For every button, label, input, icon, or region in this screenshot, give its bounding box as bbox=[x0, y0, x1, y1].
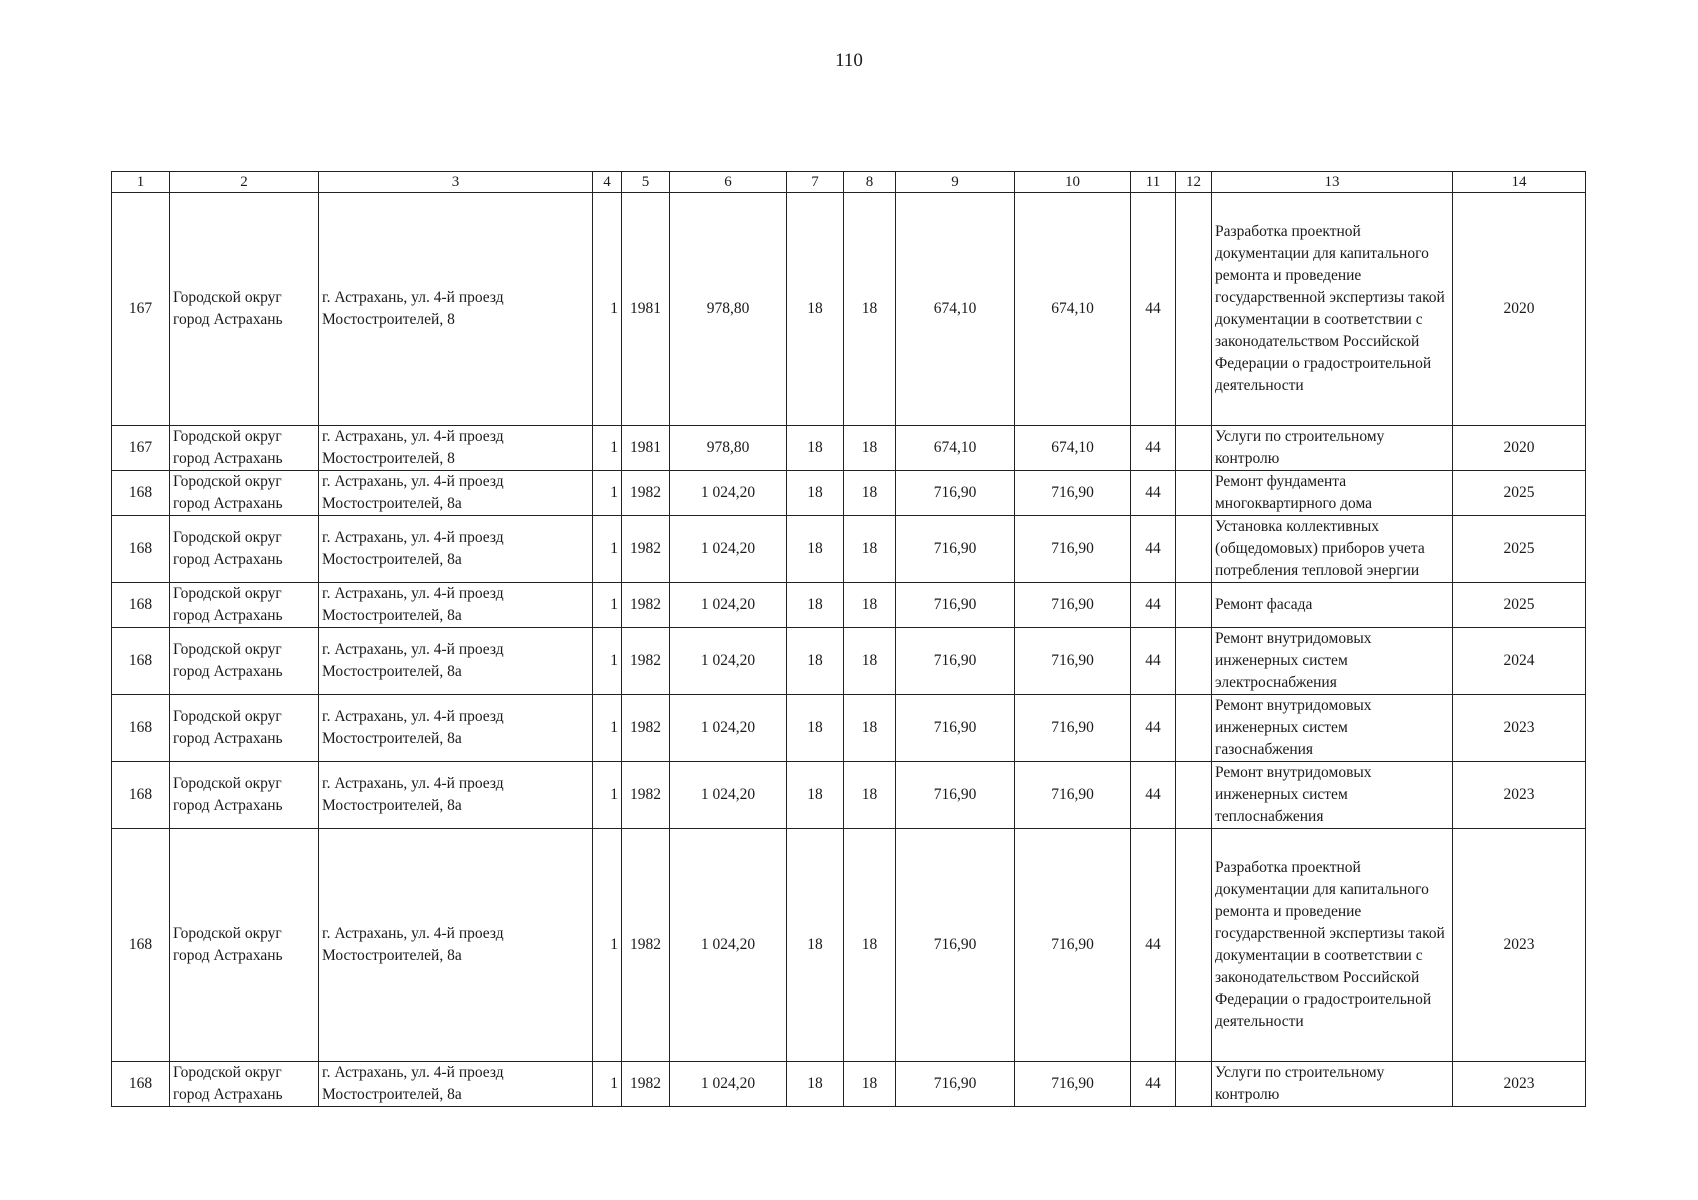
work-type-cell: Ремонт внутридомовых инженерных систем электроснабжения bbox=[1212, 628, 1453, 695]
table-row bbox=[112, 829, 1586, 1062]
plan-year-cell: 2020 bbox=[1453, 426, 1586, 471]
column-4-cell: 1 bbox=[593, 516, 622, 583]
column-8-cell: 18 bbox=[844, 829, 896, 1062]
object-number-cell: 168 bbox=[112, 695, 170, 762]
total-area-cell: 1 024,20 bbox=[670, 471, 787, 516]
area-10-cell: 674,10 bbox=[1015, 193, 1131, 426]
column-7-cell: 18 bbox=[787, 193, 844, 426]
year-cell: 1982 bbox=[622, 516, 670, 583]
plan-year-cell: 2024 bbox=[1453, 628, 1586, 695]
column-7-cell: 18 bbox=[787, 762, 844, 829]
object-number-cell: 168 bbox=[112, 583, 170, 628]
total-area-cell: 1 024,20 bbox=[670, 1062, 787, 1107]
area-10-cell: 716,90 bbox=[1015, 829, 1131, 1062]
year-cell: 1981 bbox=[622, 193, 670, 426]
column-7-cell: 18 bbox=[787, 695, 844, 762]
column-4-cell: 1 bbox=[593, 193, 622, 426]
object-number-cell: 168 bbox=[112, 1062, 170, 1107]
object-number-cell: 168 bbox=[112, 762, 170, 829]
area-9-cell: 674,10 bbox=[896, 426, 1015, 471]
plan-year-cell: 2020 bbox=[1453, 193, 1586, 426]
column-4-cell: 1 bbox=[593, 628, 622, 695]
area-10-cell: 716,90 bbox=[1015, 695, 1131, 762]
area-9-cell: 716,90 bbox=[896, 516, 1015, 583]
column-11-cell: 44 bbox=[1131, 762, 1176, 829]
column-7-cell: 18 bbox=[787, 471, 844, 516]
column-11-cell: 44 bbox=[1131, 829, 1176, 1062]
column-12-cell bbox=[1176, 628, 1212, 695]
area-9-cell: 716,90 bbox=[896, 829, 1015, 1062]
column-8-cell: 18 bbox=[844, 695, 896, 762]
work-type-cell: Разработка проектной документации для капитального ремонта и проведение государственной экспертизы такой документации в соответствии с законодательством Российской Федерации о градостроительной деятельности bbox=[1212, 193, 1453, 426]
column-11-cell: 44 bbox=[1131, 193, 1176, 426]
area-10-cell: 716,90 bbox=[1015, 471, 1131, 516]
area-10-cell: 674,10 bbox=[1015, 426, 1131, 471]
address-cell: г. Астрахань, ул. 4-й проезд Мостостроителей, 8а bbox=[319, 583, 593, 628]
area-10-cell: 716,90 bbox=[1015, 516, 1131, 583]
total-area-cell: 1 024,20 bbox=[670, 628, 787, 695]
table-row bbox=[112, 516, 1586, 583]
total-area-cell: 1 024,20 bbox=[670, 695, 787, 762]
address-cell: г. Астрахань, ул. 4-й проезд Мостостроителей, 8а bbox=[319, 628, 593, 695]
address-cell: г. Астрахань, ул. 4-й проезд Мостостроителей, 8а bbox=[319, 829, 593, 1062]
column-7-cell: 18 bbox=[787, 583, 844, 628]
column-8-cell: 18 bbox=[844, 193, 896, 426]
page-number: 110 bbox=[835, 50, 863, 71]
plan-year-cell: 2023 bbox=[1453, 762, 1586, 829]
municipality-cell: Городской округ город Астрахань bbox=[170, 1062, 319, 1107]
table-row bbox=[112, 695, 1586, 762]
municipality-cell: Городской округ город Астрахань bbox=[170, 471, 319, 516]
work-type-cell: Ремонт внутридомовых инженерных систем газоснабжения bbox=[1212, 695, 1453, 762]
address-cell: г. Астрахань, ул. 4-й проезд Мостостроителей, 8а bbox=[319, 695, 593, 762]
area-10-cell: 716,90 bbox=[1015, 762, 1131, 829]
column-header-10: 10 bbox=[1015, 172, 1131, 193]
plan-year-cell: 2023 bbox=[1453, 829, 1586, 1062]
column-4-cell: 1 bbox=[593, 583, 622, 628]
repair-program-table bbox=[111, 171, 1586, 1107]
column-header-1: 1 bbox=[112, 172, 170, 193]
column-11-cell: 44 bbox=[1131, 628, 1176, 695]
table-row bbox=[112, 1062, 1586, 1107]
total-area-cell: 978,80 bbox=[670, 193, 787, 426]
column-4-cell: 1 bbox=[593, 426, 622, 471]
object-number-cell: 167 bbox=[112, 193, 170, 426]
year-cell: 1982 bbox=[622, 583, 670, 628]
year-cell: 1982 bbox=[622, 762, 670, 829]
area-10-cell: 716,90 bbox=[1015, 628, 1131, 695]
plan-year-cell: 2025 bbox=[1453, 516, 1586, 583]
address-cell: г. Астрахань, ул. 4-й проезд Мостостроителей, 8а bbox=[319, 1062, 593, 1107]
column-7-cell: 18 bbox=[787, 516, 844, 583]
column-12-cell bbox=[1176, 426, 1212, 471]
column-12-cell bbox=[1176, 762, 1212, 829]
column-11-cell: 44 bbox=[1131, 516, 1176, 583]
column-4-cell: 1 bbox=[593, 695, 622, 762]
column-number-header-row bbox=[112, 172, 1586, 193]
column-header-12: 12 bbox=[1176, 172, 1212, 193]
column-4-cell: 1 bbox=[593, 829, 622, 1062]
area-9-cell: 716,90 bbox=[896, 762, 1015, 829]
column-7-cell: 18 bbox=[787, 628, 844, 695]
work-type-cell: Ремонт фундамента многоквартирного дома bbox=[1212, 471, 1453, 516]
object-number-cell: 168 bbox=[112, 516, 170, 583]
municipality-cell: Городской округ город Астрахань bbox=[170, 695, 319, 762]
municipality-cell: Городской округ город Астрахань bbox=[170, 516, 319, 583]
year-cell: 1982 bbox=[622, 695, 670, 762]
municipality-cell: Городской округ город Астрахань bbox=[170, 193, 319, 426]
column-header-6: 6 bbox=[670, 172, 787, 193]
area-10-cell: 716,90 bbox=[1015, 1062, 1131, 1107]
object-number-cell: 168 bbox=[112, 628, 170, 695]
column-8-cell: 18 bbox=[844, 516, 896, 583]
column-header-11: 11 bbox=[1131, 172, 1176, 193]
table-row bbox=[112, 583, 1586, 628]
column-12-cell bbox=[1176, 193, 1212, 426]
year-cell: 1982 bbox=[622, 628, 670, 695]
column-4-cell: 1 bbox=[593, 762, 622, 829]
column-7-cell: 18 bbox=[787, 426, 844, 471]
address-cell: г. Астрахань, ул. 4-й проезд Мостостроителей, 8а bbox=[319, 516, 593, 583]
address-cell: г. Астрахань, ул. 4-й проезд Мостостроителей, 8а bbox=[319, 471, 593, 516]
area-9-cell: 674,10 bbox=[896, 193, 1015, 426]
work-type-cell: Услуги по строительному контролю bbox=[1212, 426, 1453, 471]
total-area-cell: 1 024,20 bbox=[670, 583, 787, 628]
column-7-cell: 18 bbox=[787, 1062, 844, 1107]
municipality-cell: Городской округ город Астрахань bbox=[170, 829, 319, 1062]
work-type-cell: Услуги по строительному контролю bbox=[1212, 1062, 1453, 1107]
total-area-cell: 1 024,20 bbox=[670, 762, 787, 829]
year-cell: 1982 bbox=[622, 471, 670, 516]
table-row bbox=[112, 762, 1586, 829]
address-cell: г. Астрахань, ул. 4-й проезд Мостостроителей, 8а bbox=[319, 762, 593, 829]
area-9-cell: 716,90 bbox=[896, 471, 1015, 516]
total-area-cell: 978,80 bbox=[670, 426, 787, 471]
table-row bbox=[112, 193, 1586, 426]
plan-year-cell: 2025 bbox=[1453, 471, 1586, 516]
column-8-cell: 18 bbox=[844, 1062, 896, 1107]
column-11-cell: 44 bbox=[1131, 1062, 1176, 1107]
table-row bbox=[112, 426, 1586, 471]
column-12-cell bbox=[1176, 695, 1212, 762]
column-12-cell bbox=[1176, 1062, 1212, 1107]
column-header-8: 8 bbox=[844, 172, 896, 193]
column-header-3: 3 bbox=[319, 172, 593, 193]
column-header-4: 4 bbox=[593, 172, 622, 193]
column-8-cell: 18 bbox=[844, 426, 896, 471]
column-header-2: 2 bbox=[170, 172, 319, 193]
column-11-cell: 44 bbox=[1131, 426, 1176, 471]
municipality-cell: Городской округ город Астрахань bbox=[170, 583, 319, 628]
column-header-7: 7 bbox=[787, 172, 844, 193]
area-9-cell: 716,90 bbox=[896, 1062, 1015, 1107]
table-body bbox=[112, 193, 1586, 1107]
column-8-cell: 18 bbox=[844, 762, 896, 829]
work-type-cell: Установка коллективных (общедомовых) приборов учета потребления тепловой энергии bbox=[1212, 516, 1453, 583]
year-cell: 1982 bbox=[622, 1062, 670, 1107]
total-area-cell: 1 024,20 bbox=[670, 829, 787, 1062]
column-header-13: 13 bbox=[1212, 172, 1453, 193]
municipality-cell: Городской округ город Астрахань bbox=[170, 426, 319, 471]
work-type-cell: Разработка проектной документации для капитального ремонта и проведение государственной экспертизы такой документации в соответствии с законодательством Российской Федерации о градостроительной деятельности bbox=[1212, 829, 1453, 1062]
work-type-cell: Ремонт фасада bbox=[1212, 583, 1453, 628]
plan-year-cell: 2025 bbox=[1453, 583, 1586, 628]
table-row bbox=[112, 471, 1586, 516]
column-11-cell: 44 bbox=[1131, 583, 1176, 628]
object-number-cell: 167 bbox=[112, 426, 170, 471]
area-9-cell: 716,90 bbox=[896, 628, 1015, 695]
column-7-cell: 18 bbox=[787, 829, 844, 1062]
address-cell: г. Астрахань, ул. 4-й проезд Мостостроителей, 8 bbox=[319, 426, 593, 471]
column-header-14: 14 bbox=[1453, 172, 1586, 193]
column-12-cell bbox=[1176, 471, 1212, 516]
total-area-cell: 1 024,20 bbox=[670, 516, 787, 583]
area-9-cell: 716,90 bbox=[896, 583, 1015, 628]
area-9-cell: 716,90 bbox=[896, 695, 1015, 762]
column-8-cell: 18 bbox=[844, 628, 896, 695]
year-cell: 1982 bbox=[622, 829, 670, 1062]
work-type-cell: Ремонт внутридомовых инженерных систем теплоснабжения bbox=[1212, 762, 1453, 829]
column-4-cell: 1 bbox=[593, 1062, 622, 1107]
plan-year-cell: 2023 bbox=[1453, 695, 1586, 762]
column-header-9: 9 bbox=[896, 172, 1015, 193]
table-row bbox=[112, 628, 1586, 695]
object-number-cell: 168 bbox=[112, 829, 170, 1062]
area-10-cell: 716,90 bbox=[1015, 583, 1131, 628]
plan-year-cell: 2023 bbox=[1453, 1062, 1586, 1107]
column-12-cell bbox=[1176, 583, 1212, 628]
object-number-cell: 168 bbox=[112, 471, 170, 516]
column-8-cell: 18 bbox=[844, 583, 896, 628]
column-header-5: 5 bbox=[622, 172, 670, 193]
address-cell: г. Астрахань, ул. 4-й проезд Мостостроителей, 8 bbox=[319, 193, 593, 426]
column-8-cell: 18 bbox=[844, 471, 896, 516]
column-11-cell: 44 bbox=[1131, 471, 1176, 516]
municipality-cell: Городской округ город Астрахань bbox=[170, 762, 319, 829]
column-11-cell: 44 bbox=[1131, 695, 1176, 762]
municipality-cell: Городской округ город Астрахань bbox=[170, 628, 319, 695]
column-12-cell bbox=[1176, 516, 1212, 583]
year-cell: 1981 bbox=[622, 426, 670, 471]
column-12-cell bbox=[1176, 829, 1212, 1062]
column-4-cell: 1 bbox=[593, 471, 622, 516]
